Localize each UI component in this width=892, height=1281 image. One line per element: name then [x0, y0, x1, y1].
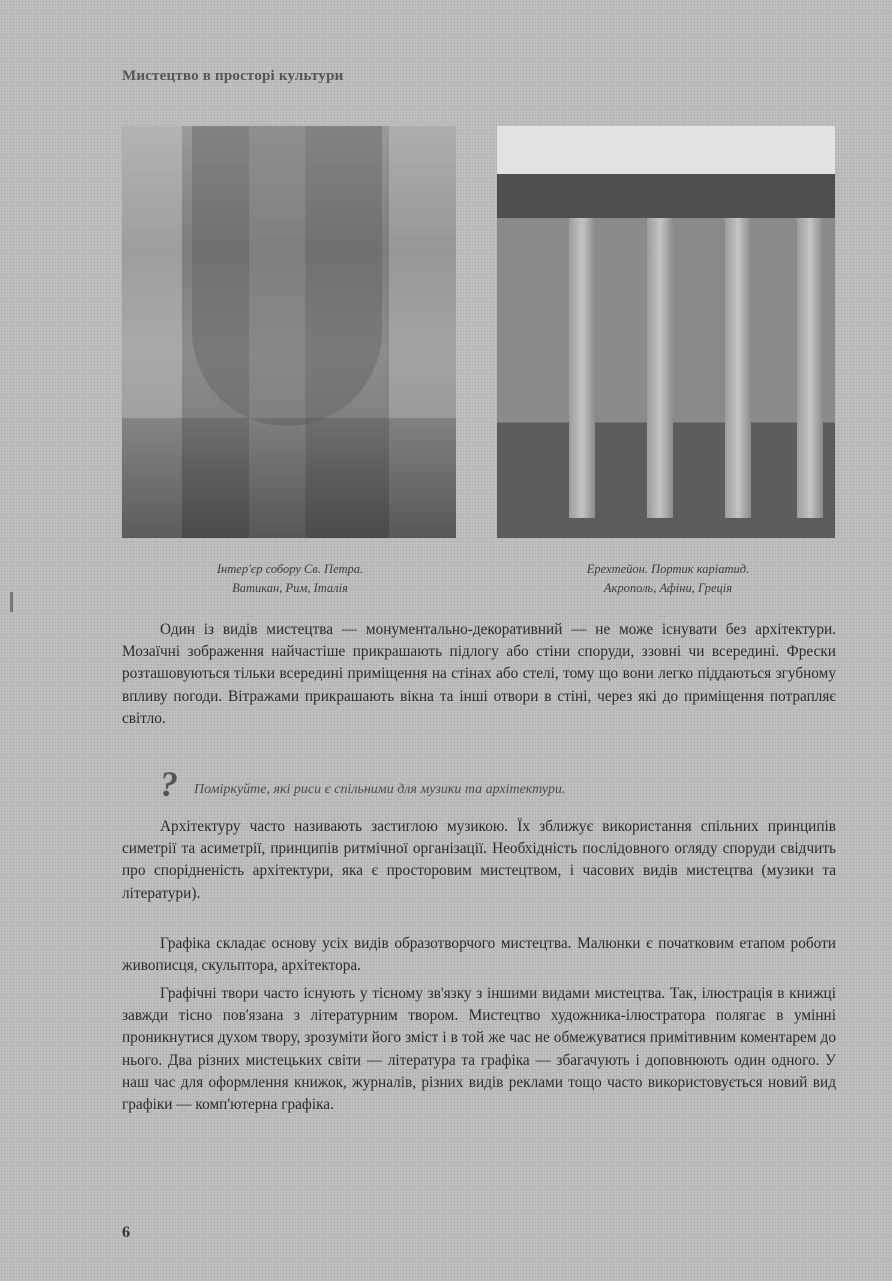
- question-mark-icon: ?: [160, 764, 178, 804]
- figure-caption-right: [548, 560, 788, 598]
- margin-mark: [10, 592, 13, 612]
- paragraph: Архітектуру часто називають застиглою музикою. Їх зближує використання спільних принципів симетрії та асиметрії, принципів ритмічної організації. Необхідність послідовного огляду споруди свідчить про спорідненість архітектури, яка є просторовим мистецтвом, і часових видів мистецтва (музики та літератури).: [122, 818, 836, 902]
- photo-entablature-shape: [497, 174, 835, 218]
- question-text: Поміркуйте, які риси є спільними для музики та архітектури.: [194, 782, 566, 797]
- caption-line: Ватикан, Рим, Італія: [232, 581, 348, 595]
- caption-line: Акрополь, Афіни, Греція: [603, 581, 733, 595]
- paragraph: Один із видів мистецтва — монументально-декоративний — не може існувати без архітектури. Мозаїчні зображення найчастіше прикрашають підлогу або стіни споруди, ззовні чи всередині. Фрески розташовуються тільки всередині приміщення на стінах або стелі, тому що вони легко піддаються згубному впливу погоди. Вітражами прикрашають вікна та інші отвори в стіні, через які до приміщення потрапляє світло.: [122, 621, 836, 727]
- photo-st-peters-interior: [122, 126, 456, 538]
- photo-column-shape: [725, 218, 751, 518]
- question-block: [160, 764, 836, 808]
- photo-column-shape: [797, 218, 823, 518]
- paragraph: Графічні твори часто існують у тісному зв'язку з іншими видами мистецтва. Так, ілюстрація в книжці завжди тісно пов'язана з літературним твором. Мистецтво художника-ілюстратора полягає в умінні проникнутися духом твору, зрозуміти його зміст і в той же час не обмежуватися примітивним коментарем до нього. Два різних мистецьких світи — література та графіка — збагачують і доповнюють один одного. У наш час для оформлення книжок, журналів, різних видів реклами тощо часто використовується новий вид графіки — комп'ютерна графіка.: [122, 985, 836, 1114]
- photo-column-shape: [647, 218, 673, 518]
- running-head: Мистецтво в просторі культури: [122, 68, 344, 84]
- photo-arch-shape: [192, 126, 382, 426]
- caption-line: Ерехтейон. Портик каріатид.: [586, 562, 750, 576]
- photo-floor-shape: [122, 418, 456, 538]
- paragraph: Графіка складає основу усіх видів образотворчого мистецтва. Малюнки є початковим етапом роботи живописця, скульптора, архітектора.: [122, 935, 836, 975]
- photo-erechtheion-caryatids: [497, 126, 835, 538]
- figure-caption-left: [160, 560, 420, 598]
- page-number: 6: [122, 1224, 130, 1241]
- photo-column-shape: [569, 218, 595, 518]
- caption-line: Інтер'єр собору Св. Петра.: [216, 562, 364, 576]
